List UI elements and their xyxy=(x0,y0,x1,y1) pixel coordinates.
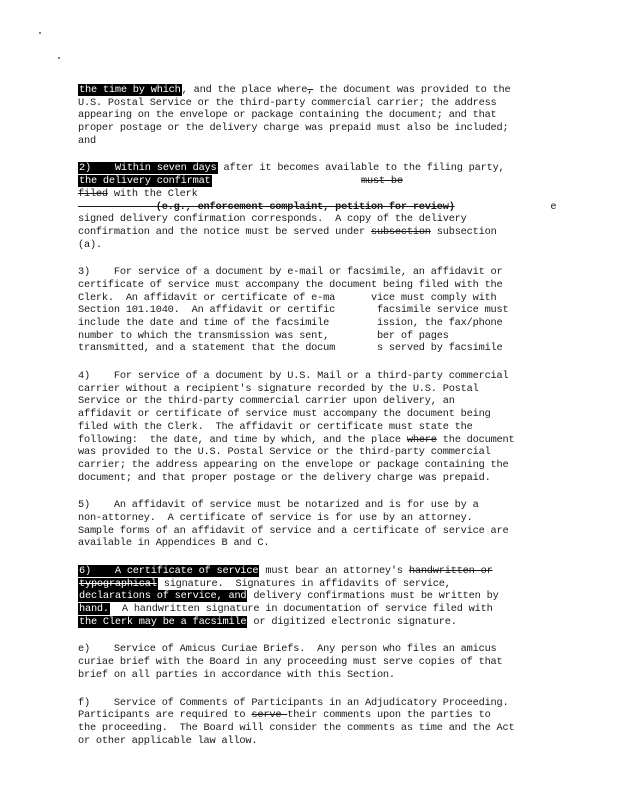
text-line xyxy=(78,446,546,459)
scan-speck xyxy=(39,32,41,34)
paragraph-item-6 xyxy=(78,565,546,628)
text-run: 5) An affidavit of service must be notarized and is for use by a xyxy=(78,499,479,512)
redacted-text: declarations of service, and xyxy=(79,590,247,603)
struck-text: where xyxy=(406,433,437,446)
text-run: their comments upon the parties to xyxy=(287,709,491,722)
text-run: 3) For service of a document by e-mail or facsimile, an affidavit or xyxy=(78,266,503,279)
paragraph-item-5 xyxy=(78,499,546,550)
text-run: signature. Signatures in affidavits of service, xyxy=(157,577,451,590)
redacted-text: 6) A certificate of service xyxy=(79,565,259,577)
text-line xyxy=(78,84,546,97)
text-line xyxy=(78,537,546,550)
redacted-text: the time by which xyxy=(79,84,181,96)
struck-text: (e.g., enforcement complaint, petition for review) xyxy=(78,200,455,213)
text-run: Participants are required to xyxy=(78,709,252,722)
text-run: Sample forms of an affidavit of service and a certificate of service are xyxy=(78,524,509,537)
text-run: curiae brief with the Board in any proceeding must serve copies of that xyxy=(78,656,503,669)
text-line xyxy=(78,292,546,305)
text-line xyxy=(78,135,546,148)
text-run: the document was provided to the xyxy=(313,84,511,96)
paragraph-timing-clause xyxy=(78,84,546,147)
text-run: e) Service of Amicus Curiae Briefs. Any person who files an amicus xyxy=(78,643,497,656)
text-line xyxy=(78,188,546,201)
paragraph-item-3 xyxy=(78,266,546,355)
text-run: , and the place where xyxy=(181,84,308,96)
struck-text: serve xyxy=(251,709,288,722)
text-line xyxy=(78,722,546,735)
text-line xyxy=(78,643,546,656)
text-line xyxy=(78,656,546,669)
text-run: was provided to the U.S. Postal Service or the third-party commercial xyxy=(78,446,491,459)
text-run: A handwritten signature in documentation of service filed with xyxy=(109,603,493,616)
text-run: signed delivery confirmation corresponds. A copy of the delivery xyxy=(78,213,467,226)
text-run: or digitized electronic signature. xyxy=(247,615,457,628)
text-line xyxy=(78,213,546,226)
text-run: Section 101.1040. An affidavit or certific facsimile service must xyxy=(78,304,509,317)
text-run: after it becomes available to the filing party, xyxy=(217,162,505,175)
text-line xyxy=(78,226,546,239)
text-line xyxy=(78,565,546,578)
text-line xyxy=(78,175,546,188)
paragraph-item-4 xyxy=(78,370,546,484)
struck-text: must be xyxy=(361,175,403,188)
text-line xyxy=(78,122,546,135)
text-line xyxy=(78,616,546,629)
text-line xyxy=(78,669,546,682)
text-run: carrier; the address appearing on the envelope or package containing the xyxy=(78,458,509,471)
text-line xyxy=(78,330,546,343)
text-run: appearing on the envelope or package containing the document; and that xyxy=(78,109,497,122)
text-run: confirmation and the notice must be served under xyxy=(78,225,371,238)
text-line xyxy=(78,162,546,175)
text-run: or other applicable law allow. xyxy=(78,734,258,747)
paragraph-item-2 xyxy=(78,162,557,251)
text-run: brief on all parties in accordance with this Section. xyxy=(78,668,395,681)
text-run: filed with the Clerk. The affidavit or certificate must state the xyxy=(78,420,473,433)
text-line xyxy=(78,735,546,748)
text-line xyxy=(78,370,546,383)
document-page xyxy=(78,84,557,762)
text-run: must bear an attorney's xyxy=(259,565,409,577)
text-line xyxy=(78,525,546,538)
text-line xyxy=(78,109,546,122)
text-run: certificate of service must accompany the document being filed with the xyxy=(78,278,503,291)
text-line xyxy=(78,499,546,512)
text-run: carrier without a recipient's signature recorded by the U.S. Postal xyxy=(78,382,479,395)
text-line xyxy=(78,200,557,214)
text-line xyxy=(78,408,546,421)
struck-text: handwritten or xyxy=(408,565,493,577)
text-run: include the date and time of the facsimile ission, the fax/phone xyxy=(78,317,503,329)
text-run: non-attorney. A certificate of service is for use by an attorney. xyxy=(78,511,473,524)
text-line xyxy=(78,512,546,525)
text-line xyxy=(78,578,546,591)
text-line xyxy=(78,697,546,710)
text-run: following: the date, and time by which, and the place xyxy=(78,433,407,446)
text-run: the document xyxy=(436,433,515,446)
paragraph-item-e xyxy=(78,643,546,681)
text-run: number to which the transmission was sent, ber of pages xyxy=(78,329,449,342)
redacted-text: hand. xyxy=(79,603,109,616)
text-run: and xyxy=(78,134,96,147)
redacted-text: typographical xyxy=(79,577,157,590)
text-line xyxy=(78,459,546,472)
redacted-text: 2) Within seven days xyxy=(79,162,217,175)
text-run: available in Appendices B and C. xyxy=(78,537,270,550)
text-line xyxy=(78,317,546,330)
redacted-text: the delivery confirmat xyxy=(79,175,211,188)
text-line xyxy=(78,97,546,110)
text-run: e xyxy=(454,200,557,213)
text-run: subsection xyxy=(430,225,497,238)
text-run: document; and that proper postage or the delivery charge was prepaid. xyxy=(78,471,491,484)
text-run: f) Service of Comments of Participants in an Adjudicatory Proceeding. xyxy=(78,696,509,709)
text-run: U.S. Postal Service or the third-party commercial carrier; the address xyxy=(78,96,497,109)
text-run: delivery confirmations must be written by xyxy=(247,590,499,603)
text-line xyxy=(78,709,546,722)
text-line xyxy=(78,239,546,252)
text-line xyxy=(78,395,546,408)
text-run: proper postage or the delivery charge was prepaid must also be included; xyxy=(78,122,509,135)
text-run: Service or the third-party commercial carrier upon delivery, an xyxy=(78,395,455,408)
struck-text: , xyxy=(307,84,314,96)
text-line xyxy=(78,342,546,355)
text-line xyxy=(78,590,546,603)
text-line xyxy=(78,603,546,616)
redacted-text: the Clerk may be a facsimile xyxy=(79,615,247,628)
text-line xyxy=(78,266,546,279)
text-run xyxy=(212,175,361,187)
text-line xyxy=(78,383,546,396)
text-run: with the Clerk xyxy=(107,187,198,200)
text-run: affidavit or certificate of service must accompany the document being xyxy=(78,408,491,421)
text-run: (a). xyxy=(78,238,102,251)
text-line xyxy=(78,279,546,292)
text-run: 4) For service of a document by U.S. Mail or a third-party commercial xyxy=(78,370,509,383)
text-line xyxy=(78,304,546,317)
text-run: transmitted, and a statement that the docum s served by facsimile xyxy=(78,342,503,355)
text-line xyxy=(78,434,546,447)
struck-text: subsection xyxy=(370,225,431,238)
paragraph-item-f xyxy=(78,697,546,748)
text-line xyxy=(78,421,546,434)
text-run: Clerk. An affidavit or certificate of e-ma vice must comply with xyxy=(78,291,497,304)
struck-text: filed xyxy=(78,187,108,200)
text-line xyxy=(78,472,546,485)
text-run: the proceeding. The Board will consider the comments as time and the Act xyxy=(78,721,515,734)
scan-speck xyxy=(58,57,60,59)
